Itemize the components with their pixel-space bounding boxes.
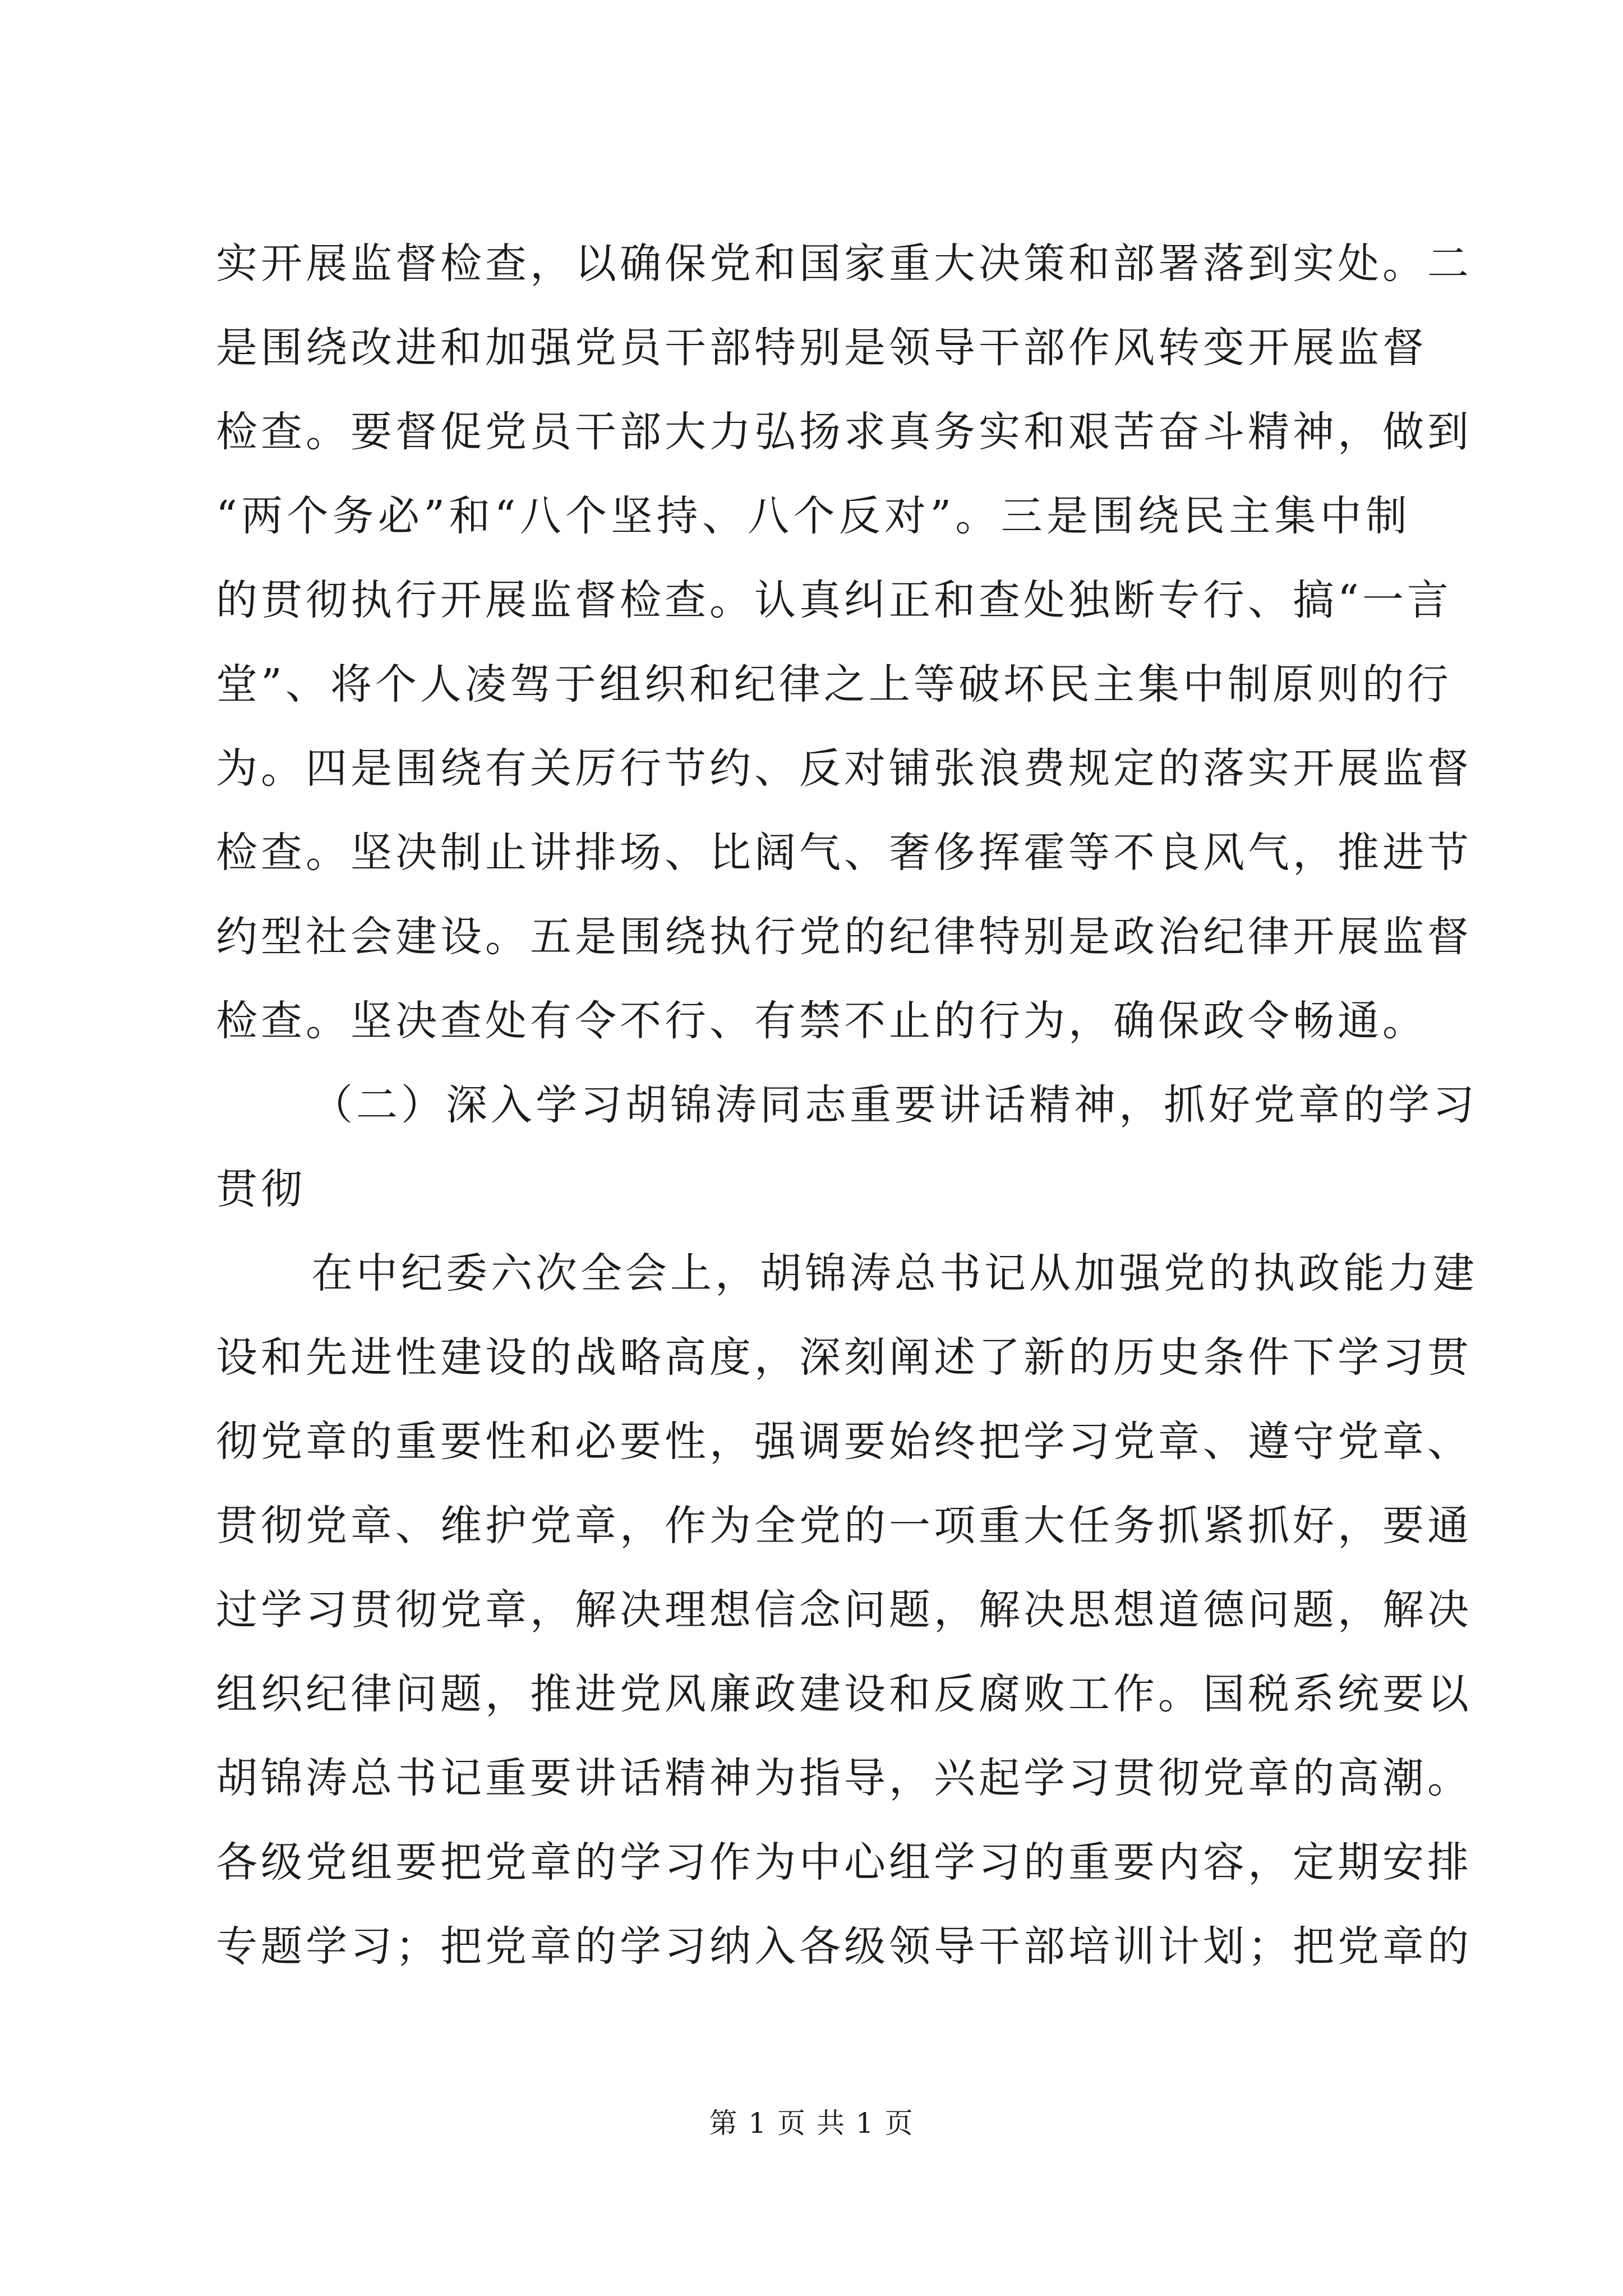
document-body (216, 222, 1478, 1989)
text-line: 彻党章的重要性和必要性，强调要始终把学习党章、遵守党章、 (216, 1418, 1472, 1466)
text-line: 组织纪律问题，推进党风廉政建设和反腐败工作。国税系统要以 (216, 1670, 1472, 1718)
text-line: 实开展监督检查，以确保党和国家重大决策和部署落到实处。二 (216, 240, 1472, 288)
section-heading-line: 贯彻 (216, 1165, 306, 1213)
text-line: 堂”、将个人凌驾于组织和纪律之上等破坏民主集中制原则的行 (216, 660, 1452, 708)
page-number-footer: 第 1 页 共 1 页 (709, 2107, 914, 2139)
text-line: 设和先进性建设的战略高度，深刻阐述了新的历史条件下学习贯 (216, 1333, 1472, 1382)
text-line: “两个务必”和“八个坚持、八个反对”。三是围绕民主集中制 (216, 492, 1410, 540)
text-line: 是围绕改进和加强党员干部特别是领导干部作风转变开展监督 (216, 324, 1427, 372)
text-line: 各级党组要把党章的学习作为中心组学习的重要内容，定期安排 (216, 1838, 1472, 1887)
text-line: 的贯彻执行开展监督检查。认真纠正和查处独断专行、搞“一言 (216, 576, 1452, 624)
text-line: 检查。坚决制止讲排场、比阔气、奢侈挥霍等不良风气，推进节 (216, 829, 1472, 877)
section-heading-line: （二）深入学习胡锦涛同志重要讲话精神，抓好党章的学习 (311, 1081, 1478, 1129)
text-line: 约型社会建设。五是围绕执行党的纪律特别是政治纪律开展监督 (216, 913, 1472, 961)
text-line: 为。四是围绕有关厉行节约、反对铺张浪费规定的落实开展监督 (216, 744, 1472, 793)
text-line: 检查。要督促党员干部大力弘扬求真务实和艰苦奋斗精神，做到 (216, 408, 1472, 456)
text-line: 专题学习；把党章的学习纳入各级领导干部培训计划；把党章的 (216, 1922, 1472, 1971)
text-line: 检查。坚决查处有令不行、有禁不止的行为，确保政令畅通。 (216, 997, 1427, 1045)
text-line: 过学习贯彻党章，解决理想信念问题，解决思想道德问题，解决 (216, 1586, 1472, 1634)
text-line: 在中纪委六次全会上，胡锦涛总书记从加强党的执政能力建 (311, 1249, 1478, 1297)
text-line: 贯彻党章、维护党章，作为全党的一项重大任务抓紧抓好，要通 (216, 1502, 1472, 1550)
text-line: 胡锦涛总书记重要讲话精神为指导，兴起学习贯彻党章的高潮。 (216, 1754, 1472, 1802)
